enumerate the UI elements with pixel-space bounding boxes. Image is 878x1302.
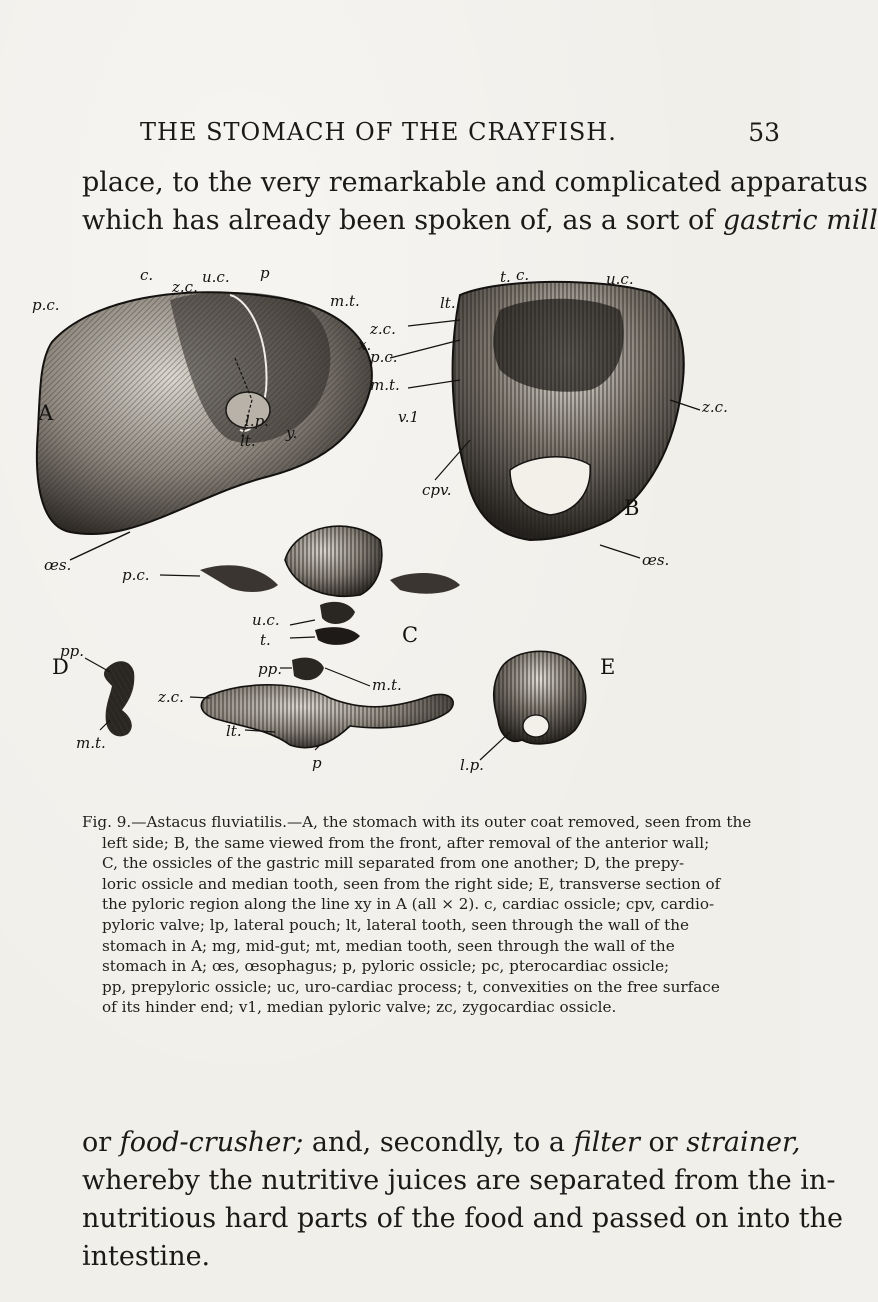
label-zc-b2: z.c. — [702, 398, 728, 416]
label-mt-c: m.t. — [372, 676, 402, 694]
figure-letter-c: C — [402, 623, 419, 647]
figure-caption — [82, 812, 772, 1018]
label-v1-b: v.1 — [398, 408, 420, 426]
label-mt-b: m.t. — [370, 376, 400, 394]
label-pc-c: p.c. — [122, 566, 150, 584]
figure-e-drawing — [480, 651, 586, 760]
label-zc-b: z.c. — [370, 320, 396, 338]
label-pp-c: pp. — [258, 660, 282, 678]
label-pc-b: p.c. — [370, 348, 398, 366]
label-oes-b: œs. — [642, 551, 670, 569]
page-number: 53 — [748, 118, 780, 147]
figure-a-drawing — [37, 292, 372, 560]
body-paragraph-top — [82, 164, 878, 240]
body-text-span: which has already been spoken of, as a sort of — [82, 205, 723, 236]
body-text-span: or — [82, 1127, 120, 1158]
body-line — [82, 1124, 801, 1162]
label-zc-c: z.c. — [158, 688, 184, 706]
caption-line: C, the ossicles of the gastric mill separated from one another; D, the prepy- — [102, 854, 685, 873]
figure-letter-e: E — [600, 655, 616, 679]
emphasis-food-crusher: food-crusher; — [119, 1127, 304, 1158]
running-title: THE STOMACH OF THE CRAYFISH. — [140, 118, 617, 146]
figure-letter-d: D — [52, 655, 69, 679]
body-paragraph-bottom — [82, 1124, 844, 1276]
caption-line: stomach in A; œs, œsophagus; p, pyloric ossicle; pc, pterocardiac ossicle; — [102, 957, 670, 976]
label-oes-a: œs. — [44, 556, 72, 574]
figure-d-drawing — [85, 658, 134, 736]
label-lp-a: l.p. — [245, 412, 269, 430]
label-lt-b: lt. — [440, 294, 456, 312]
caption-line: Fig. 9.—Astacus fluviatilis.—A, the stomach with its outer coat removed, seen from the — [82, 813, 752, 831]
caption-line: pyloric valve; lp, lateral pouch; lt, lateral tooth, seen through the wall of the — [102, 915, 689, 934]
caption-line: of its hinder end; v1, median pyloric valve; zc, zygocardiac ossicle. — [102, 998, 617, 1017]
label-t-c: t. — [260, 631, 271, 649]
label-mt-a: m.t. — [330, 292, 360, 310]
caption-line: loric ossicle and median tooth, seen from the right side; E, transverse section of — [102, 874, 721, 893]
body-line: whereby the nutritive juices are separated from the in- — [82, 1165, 836, 1196]
figure-9-illustration — [30, 240, 770, 800]
figure-b-drawing — [390, 282, 700, 558]
body-line: place, to the very remarkable and complicated apparatus — [82, 167, 868, 198]
body-text-span: and, secondly, to a — [303, 1127, 574, 1158]
label-mt-d: m.t. — [76, 734, 106, 752]
figure-letter-a: A — [38, 401, 54, 425]
figure-letter-b: B — [624, 496, 640, 520]
caption-line: left side; B, the same viewed from the front, after removal of the anterior wall; — [102, 833, 710, 852]
label-lt-c: lt. — [226, 722, 242, 740]
label-c-a: c. — [140, 266, 154, 284]
label-uc-a: u.c. — [202, 268, 230, 286]
body-text-span: or — [639, 1127, 687, 1158]
caption-line: stomach in A; mg, mid-gut; mt, median tooth, seen through the wall of the — [102, 936, 675, 955]
label-uc-c: u.c. — [252, 611, 280, 629]
emphasis-gastric-mill: gastric mill — [722, 205, 878, 236]
label-pp-d: pp. — [60, 642, 84, 660]
label-uc-b: u.c. — [606, 270, 634, 288]
emphasis-filter: filter — [573, 1127, 640, 1158]
caption-line: pp, prepyloric ossicle; uc, uro-cardiac process; t, convexities on the free surface — [102, 977, 720, 996]
label-pc-a: p.c. — [32, 296, 60, 314]
label-lp-e: l.p. — [460, 756, 484, 774]
label-t-b: t. — [500, 268, 511, 286]
body-line — [82, 202, 878, 240]
emphasis-strainer: strainer, — [686, 1127, 801, 1158]
caption-line: the pyloric region along the line xy in A (all × 2). c, cardiac ossicle; cpv, cardio- — [102, 895, 715, 914]
label-c-b: c. — [516, 266, 530, 284]
running-header — [140, 118, 780, 148]
label-zc-a: z.c. — [172, 278, 198, 296]
label-y-a: y. — [286, 424, 298, 442]
stomach-engraving — [30, 240, 770, 800]
label-p-a: p — [260, 264, 270, 282]
label-x-a: x. — [358, 336, 372, 354]
body-line: intestine. — [82, 1241, 211, 1272]
label-lt-a: lt. — [240, 432, 256, 450]
label-cpv-b: cpv. — [422, 481, 452, 499]
label-p-c: p — [312, 754, 322, 772]
body-line: nutritious hard parts of the food and passed on into the — [82, 1203, 844, 1234]
